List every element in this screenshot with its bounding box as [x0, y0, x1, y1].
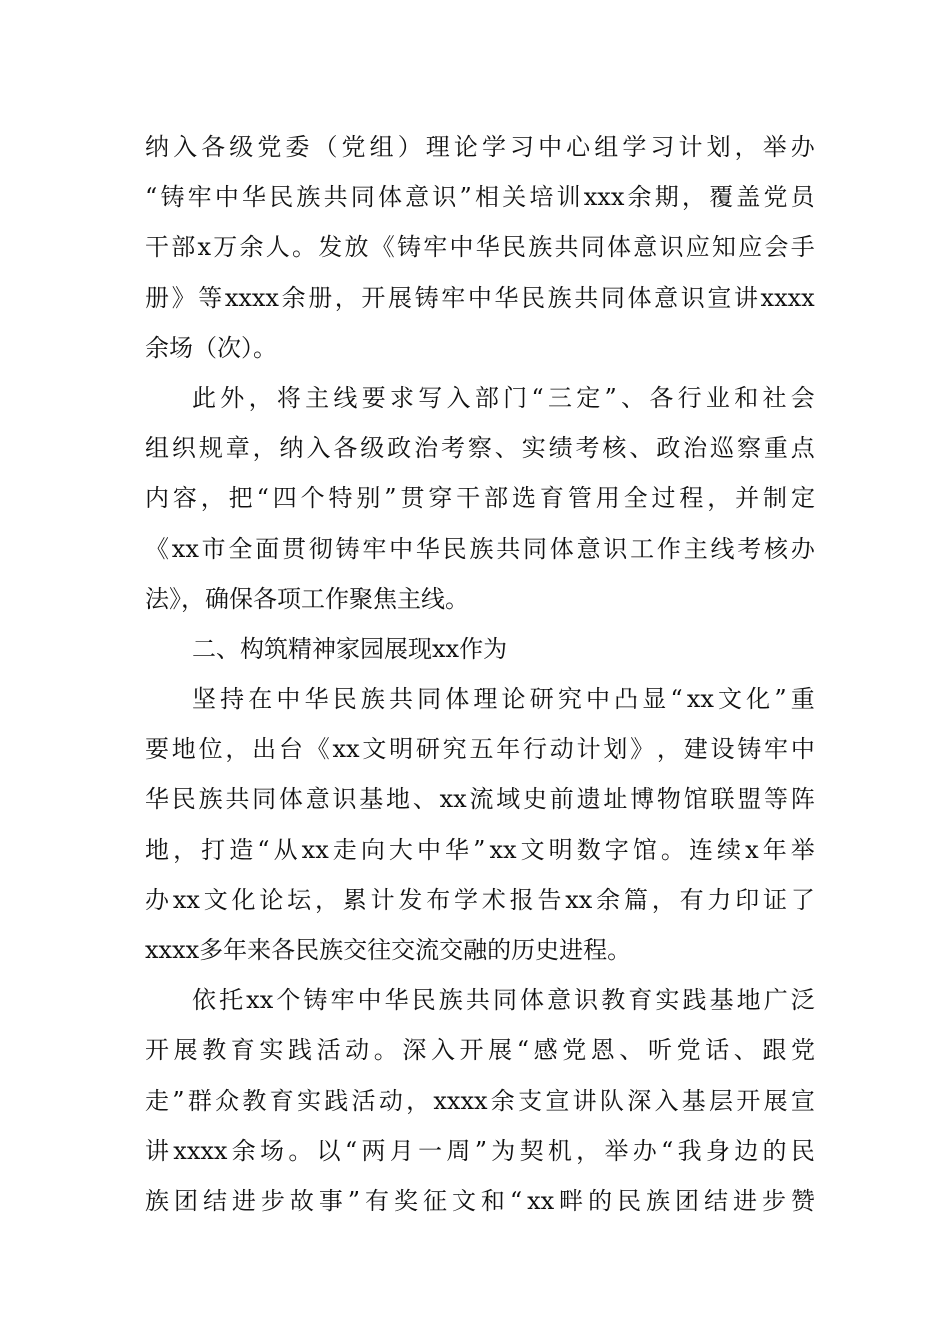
text-line: 法》，确保各项工作聚焦主线。	[145, 584, 469, 613]
text-line: 开 展 教 育 实 践 活 动 。 深 入 开 展 “ 感 党 恩 、 听 党 话 、 跟 党	[145, 1036, 815, 1065]
text-line: 纳 入 各 级 党 委 （ 党 组 ） 理 论 学 习 中 心 组 学 习 计 划 ， 举 办	[145, 133, 815, 161]
text-line: 册 》 等 xxxx 余 册 ， 开 展 铸 牢 中 华 民 族 共 同 体 意 识 宣 讲 xxxx	[145, 283, 815, 312]
text-line: 余场（次）。	[145, 333, 277, 362]
text-line: 讲 xxxx 余 场 。 以 “ 两 月 一 周 ” 为 契 机 ， 举 办 “ 我 身 边 的 民	[145, 1136, 815, 1165]
text-line: 内 容 ， 把 “ 四 个 特 别 ” 贯 穿 干 部 选 育 管 用 全 过 程 ， 并 制 定	[145, 484, 815, 513]
text-line: 华 民 族 共 同 体 意 识 基 地 、 xx 流 域 史 前 遗 址 博 物 馆 联 盟 等 阵	[145, 785, 815, 814]
text-line: 《 xx 市 全 面 贯 彻 铸 牢 中 华 民 族 共 同 体 意 识 工 作 主 线 考 核 办	[145, 534, 815, 563]
text-line: 办 xx 文 化 论 坛 ， 累 计 发 布 学 术 报 告 xx 余 篇 ， 有 力 印 证 了	[145, 885, 815, 914]
text-line: 坚 持 在 中 华 民 族 共 同 体 理 论 研 究 中 凸 显 “ xx 文 化 ” 重	[192, 685, 815, 714]
text-line: 要 地 位 ， 出 台 《 xx 文 明 研 究 五 年 行 动 计 划 》 ， 建 设 铸 牢 中	[145, 735, 815, 764]
text-line: “ 铸 牢 中 华 民 族 共 同 体 意 识 ” 相 关 培 训 xxx 余 期 ， 覆 盖 党 员	[145, 183, 815, 212]
text-line: 依 托 xx 个 铸 牢 中 华 民 族 共 同 体 意 识 教 育 实 践 基 地 广 泛	[192, 986, 815, 1015]
text-line: 组 织 规 章 ， 纳 入 各 级 政 治 考 察 、 实 绩 考 核 、 政 治 巡 察 重 点	[145, 434, 815, 463]
text-line: xxxx多年来各民族交往交流交融的历史进程。	[145, 936, 632, 964]
text-line: 地 ， 打 造 “ 从 xx 走 向 大 中 华 ” xx 文 明 数 字 馆 。 连 续 x 年 举	[145, 835, 815, 864]
section-heading: 二、构筑精神家园展现xx作为	[192, 634, 508, 663]
text-line: 族 团 结 进 步 故 事 ” 有 奖 征 文 和 “ xx 畔 的 民 族 团 结 进 步 赞	[145, 1186, 815, 1215]
document-body	[145, 122, 815, 1226]
text-line: 此 外 ， 将 主 线 要 求 写 入 部 门 “ 三 定 ” 、 各 行 业 和 社 会	[192, 383, 815, 412]
text-line: 走 ” 群 众 教 育 实 践 活 动 ， xxxx 余 支 宣 讲 队 深 入 基 层 开 展 宣	[145, 1086, 815, 1115]
text-line: 干 部 x 万 余 人 。 发 放 《 铸 牢 中 华 民 族 共 同 体 意 识 应 知 应 会 手	[145, 233, 815, 262]
